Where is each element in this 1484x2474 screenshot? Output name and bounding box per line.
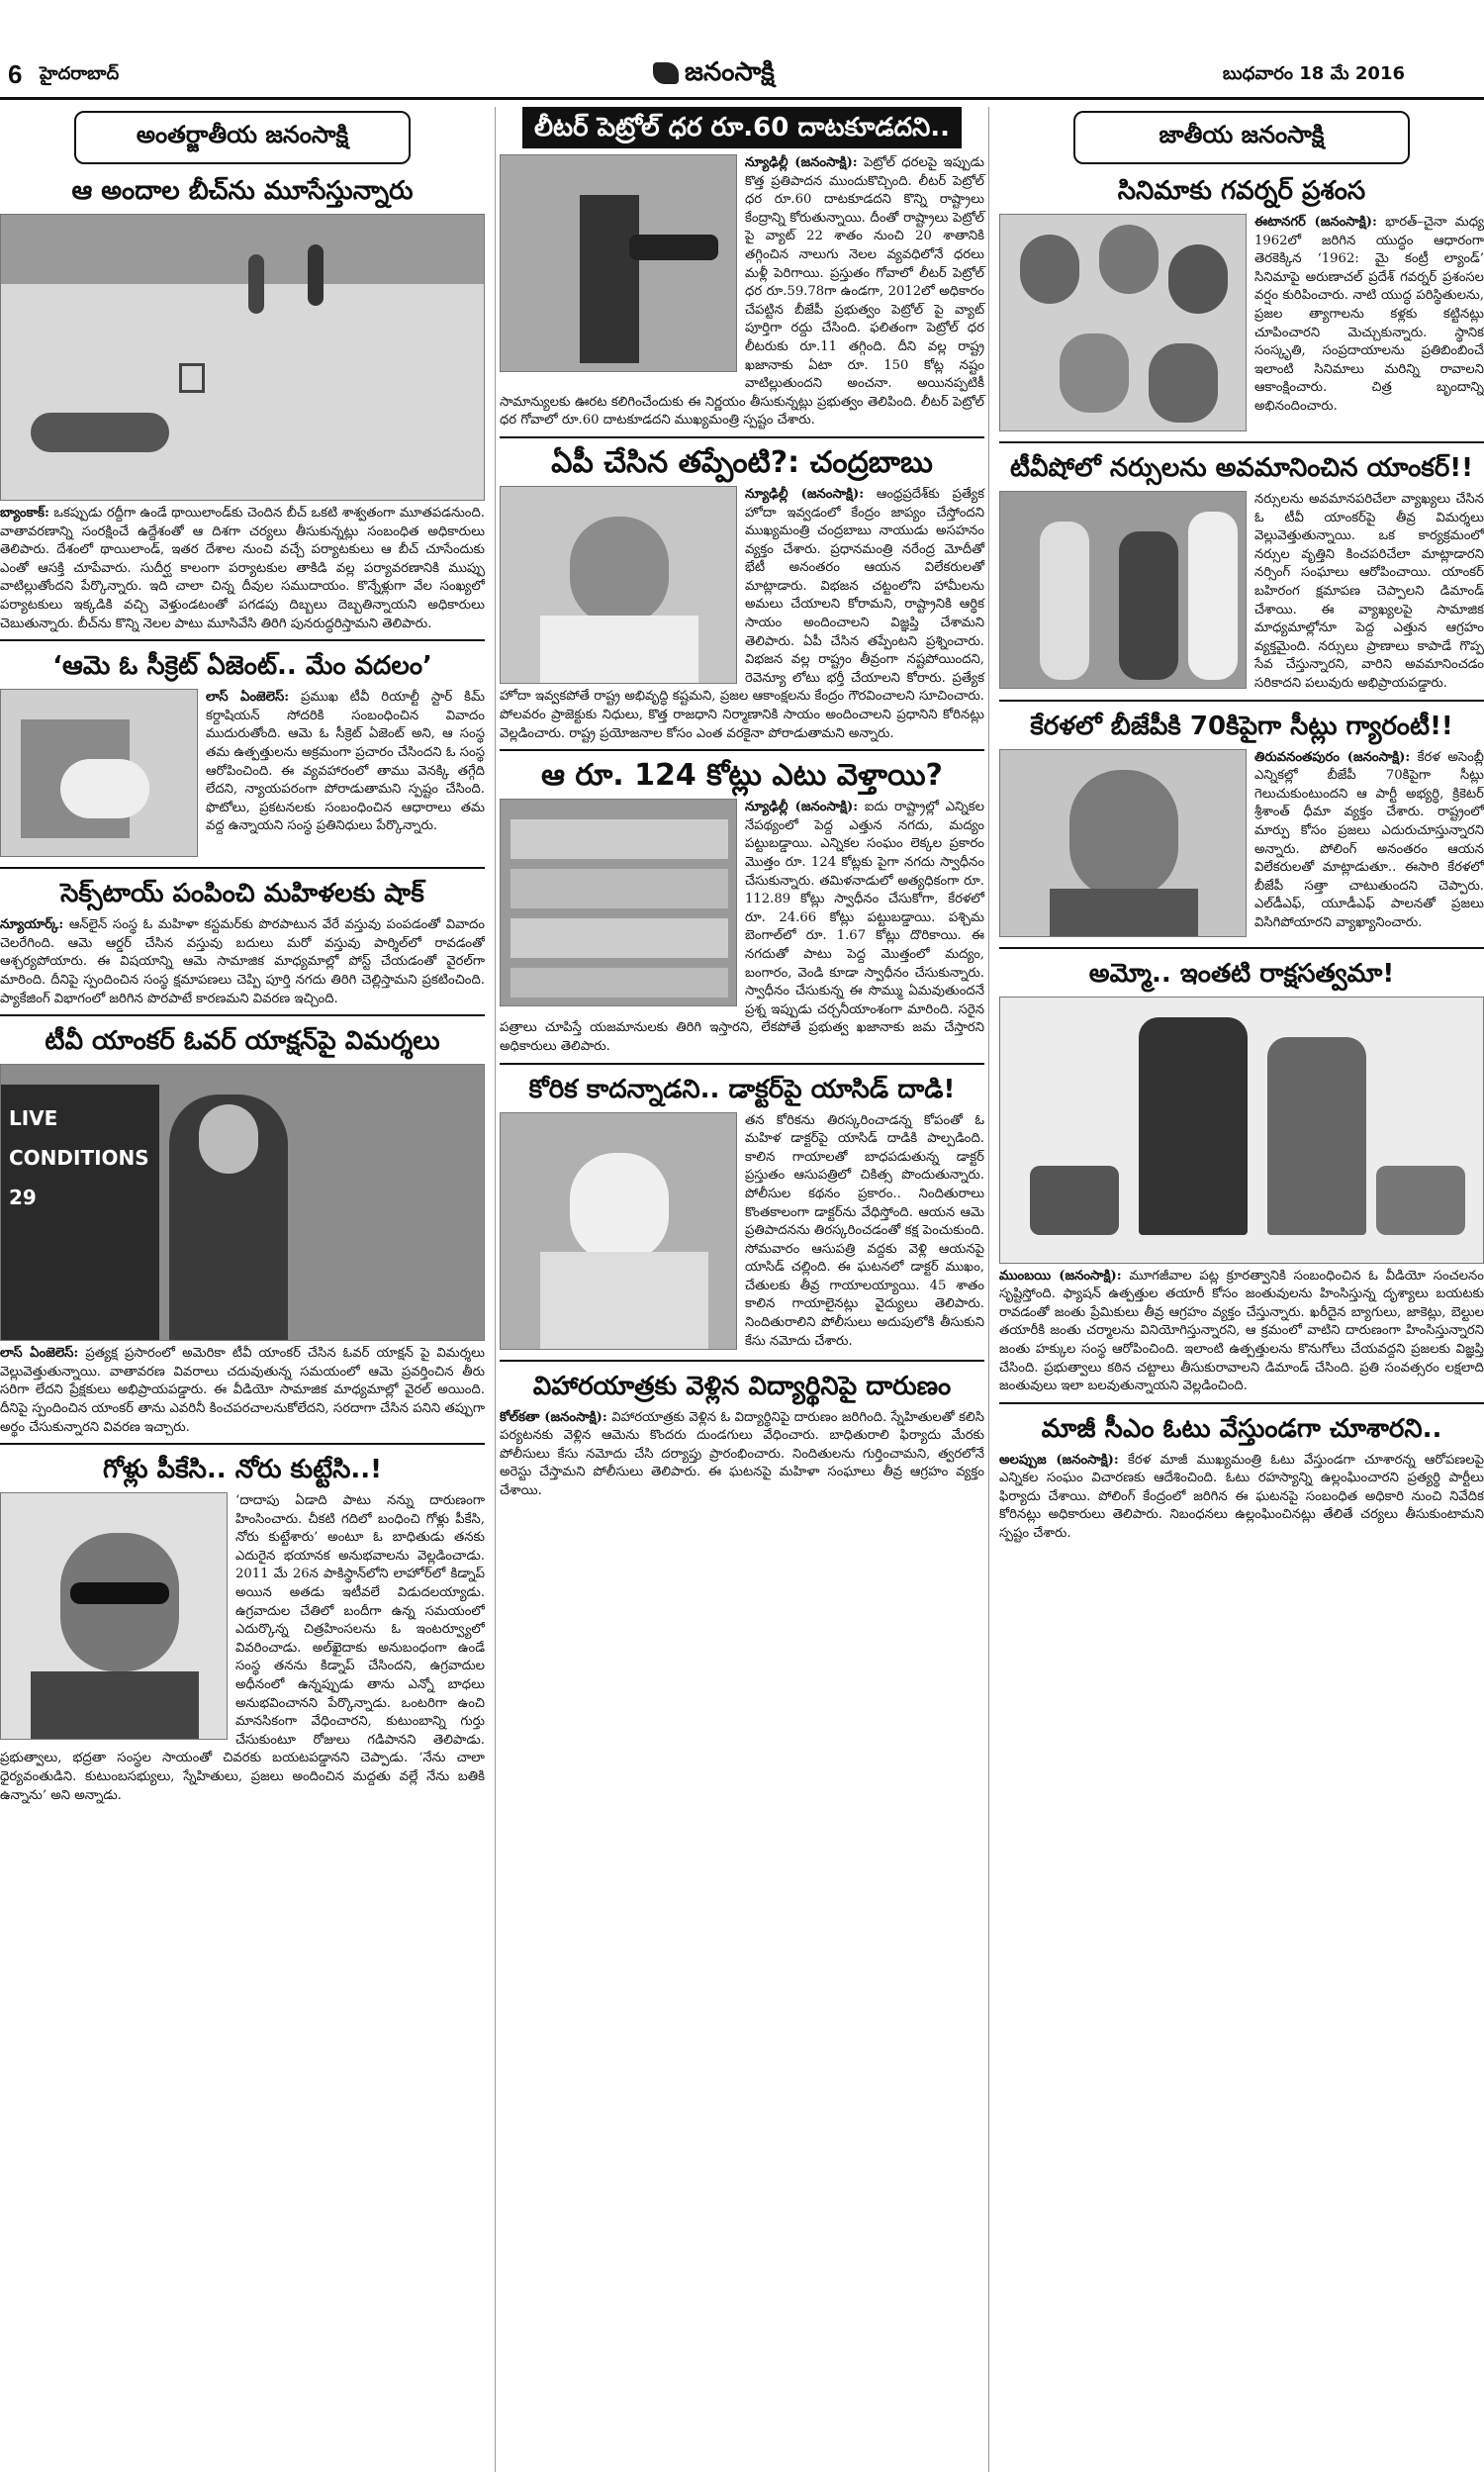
story-byline: ముంబయి (జనంసాక్షి): [999, 1268, 1122, 1284]
injured-doctor-photo [500, 1112, 737, 1350]
story-headline: విహారయాత్రకు వెళ్లిన విద్యార్థినిపై దారుణం [532, 1371, 952, 1401]
story-body: తన కోరికను తిరస్కరించాడన్న కోపంతో ఓ మహిళ డాక్టర్‌పై యాసిడ్‌ దాడికి పాల్పడింది. కాలిన గాయాలతో బాధపడుతున్న డాక్టర్‌ ప్రస్తుతం ఆసుపత్రిలో చికిత్స పొందుతున్నారు. పోలీసుల కథనం ప్రకారం.. నిందితురాలు కొంతకాలంగా డాక్టర్‌ను వేధిస్తోంది. ఆయన ఆమె ప్రతిపాదనను తిరస్కరించడంతో కక్ష పెంచుకుంది. సోమవారం ఆసుపత్రి వద్దకు వెళ్లి ఆయనపై యాసిడ్‌ చల్లింది. ఈ ఘటనలో డాక్టర్‌ ముఖం, చేతులకు తీవ్ర గాయాలయ్యాయి. 45 శాతం కాలిన గాయాలైనట్లు వైద్యులు తెలిపారు. నిందితురాలిని పోలీసులు అదుపులోకి తీసుకుని కేసు నమోదు చేశారు. [745, 1112, 984, 1349]
story-divider [999, 1402, 1484, 1404]
story-student-assault [500, 1368, 984, 1501]
story-divider [999, 700, 1484, 702]
story-body: విహారయాత్రకు వెళ్లిన ఓ విద్యార్థినిపై దారుణం జరిగింది. స్నేహితులతో కలిసి పర్యటనకు వెళ్లిన ఆమెను కొందరు దుండగులు వేధించారు. బాధితురాలి ఫిర్యాదు మేరకు పోలీసులు కేసు నమోదు చేసి దర్యాప్తు ప్రారంభించారు. నిందితులను గుర్తించామని, త్వరలోనే అరెస్టు చేస్తామని పోలీసులు తెలిపారు. ఈ ఘటనపై మహిళా సంఘాలు తీవ్ర ఆగ్రహం వ్యక్తం చేశాయి. [500, 1409, 984, 1498]
story-divider [500, 1063, 984, 1065]
story-headline: గోళ్లు పీకేసి.. నోరు కుట్టేసి..! [102, 1455, 383, 1485]
edition-date: బుధవారం 18 మే 2016 [1222, 63, 1405, 84]
story-headline: సెక్స్‌టాయ్‌ పంపించి మహిళలకు షాక్‌ [60, 879, 424, 909]
story-body: నర్సులను అవమానపరిచేలా వ్యాఖ్యలు చేసిన ఓ టీవీ యాంకర్‌పై తీవ్ర విమర్శలు వెల్లువెత్తుతున్నాయి. ఒక కార్యక్రమంలో నర్సుల వృత్తిని కించపరిచేలా మాట్లాడారని నర్సింగ్‌ సంఘాలు ఆరోపించాయి. యాంకర్‌ బహిరంగ క్షమాపణ చెప్పాలని డిమాండ్‌ చేశాయి. ఈ వ్యాఖ్యలపై సామాజిక మాధ్యమాల్లోనూ పెద్ద ఎత్తున ఆగ్రహం వ్యక్తమైంది. నర్సులు ప్రాణాలు కాపాడే గొప్ప సేవ చేస్తున్నారని, వారిని అవమానించడం సరికాదని పలువురు అభిప్రాయపడ్డారు. [1254, 492, 1484, 691]
story-governor-praise [999, 172, 1484, 435]
story-body: ప్రత్యక్ష ప్రసారంలో అమెరికా టీవీ యాంకర్‌ చేసిన ఓవర్‌ యాక్షన్‌ పై విమర్శలు వెల్లువెత్తుతున్నాయి. వాతావరణ వివరాలు చదువుతున్న సమయంలో ఆమె ప్రవర్తించిన తీరు సరిగా లేదని ప్రేక్షకులు అభిప్రాయపడ్డారు. ఈ వీడియో సామాజిక మాధ్యమాల్లో వైరల్‌ అయింది. దీనిపై స్పందించిన యాంకర్‌ తాను ఎవరినీ కించపరచాలనుకోలేదని, సరదాగా చేసిన పనిని తప్పుగా అర్థం చేసుకున్నారని వివరణ ఇచ్చారు. [0, 1346, 485, 1435]
story-byline: న్యూఢిల్లీ (జనంసాక్షి): [745, 486, 865, 502]
story-parcel-shock [0, 875, 485, 1008]
story-headline: టీవీ యాంకర్‌ ఓవర్‌ యాక్షన్‌పై విమర్శలు [45, 1026, 440, 1057]
story-byline: అలప్పుజ (జనంసాక్షి): [999, 1452, 1119, 1468]
petrol-pump-photo [500, 154, 737, 372]
edition-city: హైదరాబాద్ [40, 63, 120, 84]
story-body: పెట్రోల్‌ ధరలపై ఇప్పుడు కొత్త ప్రతిపాదన ముందుకొచ్చింది. లీటర్‌ పెట్రోల్‌ ధర రూ.60 దాటకూడదని కొన్ని రాష్ట్రాలు కేంద్రాన్ని కోరుతున్నాయి. దీంతో రాష్ట్రాలు పెట్రోల్‌ పై వ్యాట్‌ 22 శాతం నుంచి 20 శాతానికి తగ్గించిన నాలుగు నెలల వ్యవధిలోనే ధరలు మళ్లీ పెరిగాయి. ప్రస్తుతం గోవాలో లీటర్‌ పెట్రోల్‌ ధర రూ.59.78గా ఉండగా, 2012లో అధికారం చేపట్టిన బీజేపీ ప్రభుత్వం పెట్రోల్‌ పై వ్యాట్‌ పూర్తిగా రద్దు చేసింది. ఫలితంగా పెట్రోల్‌ ధర లీటరుకు రూ.11 తగ్గింది. దీని వల్ల రాష్ట్ర ఖజానాకు ఏటా రూ. 150 కోట్ల నష్టం వాటిల్లుతుందని అంచనా. అయినప్పటికీ సామాన్యులకు ఊరట కలిగించేందుకు ఈ నిర్ణయం తీసుకున్నట్లు ప్రభుత్వం తెలిపింది. లీటర్‌ పెట్రోల్‌ ధర గోవాలో రూ.60 దాటకూడదని ముఖ్యమంత్రి స్పష్టం చేశారు. [500, 155, 984, 428]
story-124-crore [500, 757, 984, 1056]
story-body: కేరళ మాజీ ముఖ్యమంత్రి ఓటు వేస్తుండగా చూశారన్న ఆరోపణలపై ఎన్నికల సంఘం విచారణకు ఆదేశించింది. ఓటు రహస్యాన్ని ఉల్లంఘించారని ప్రత్యర్థి పార్టీలు ఫిర్యాదు చేశాయి. పోలింగ్‌ కేంద్రంలో జరిగిన ఈ ఘటనపై సంబంధిత అధికారి నుంచి నివేదిక కోరినట్లు అధికారులు తెలిపారు. నిబంధనలు ఉల్లంఘించినట్లు తేలితే చర్యలు తీసుకుంటామని స్పష్టం చేశారు. [999, 1452, 1484, 1542]
leather-goods-photo [999, 997, 1484, 1264]
page-number: 6 [8, 59, 23, 89]
story-body: ఒకప్పుడు రద్దీగా ఉండే థాయిలాండ్‌కు చెందిన బీచ్‌ ఒకటి శాశ్వతంగా మూతపడనుంది. వాతావరణాన్ని సంరక్షించే ఉద్దేశంతో ఆ దిశగా చర్యలు తీసుకున్నట్లు సంబంధిత అధికారులు తెలిపారు. దేశంలో థాయిలాండ్‌, ఇతర దేశాల నుంచి వచ్చే పర్యాటకులు ఆ బీచ్‌ చూసేందుకు ఎంతో ఆసక్తి చూపేవారు. సుదీర్ఘ కాలంగా పర్యాటకుల తాకిడి వల్ల పర్యావరణానికి ముప్పు వాటిల్లుతోందని పేర్కొన్నారు. ఇది చాలా చిన్న దీవుల సముదాయం. కొన్నేళ్లుగా వేల సంఖ్యలో పర్యాటకులు ఇక్కడికి వచ్చి వెళ్తుండటంతో పగడపు దిబ్బలు దెబ్బతిన్నాయని అధికారులు చెబుతున్నారు. బీచ్‌ను కొన్ని నెలల పాటు మూసివేసి తిరిగి పునరుద్ధరిస్తామని తెలిపారు. [0, 506, 485, 631]
story-body: ప్రముఖ టీవీ రియాల్టీ స్టార్‌ కిమ్‌ కర్దాషియన్‌ సోదరికి సంబంధించిన వివాదం ముదురుతోంది. ఆమె ఓ సీక్రెట్‌ ఏజెంట్‌ అని, ఆ సంస్థ తమ ఉత్పత్తులను అక్రమంగా ప్రచారం చేసిందని ఓ సంస్థ ఆరోపించింది. ఈ వ్యవహారంలో తాము వెనక్కి తగ్గేది లేదని, న్యాయపరంగా పోరాడుతామని స్పష్టం చేసింది. ఫొటోలు, ప్రకటనలకు సంబంధించిన ఆధారాలు తమ వద్ద ఉన్నాయని సంస్థ ప్రతినిధులు పేర్కొన్నారు. [206, 690, 485, 834]
story-headline: అమ్మో.. ఇంతటి రాక్షసత్వమా! [1088, 958, 1395, 989]
story-divider [500, 436, 984, 438]
story-body: ‘దాదాపు ఏడాది పాటు నన్ను దారుణంగా హింసించారు. చీకటి గదిలో బంధించి గోళ్లు పీకేసి, నోరు కుట్టేశారు’ అంటూ ఓ బాధితుడు తనకు ఎదురైన భయానక అనుభవాలను వెల్లడించాడు. 2011 మే 26న పాకిస్థాన్‌లోని లాహోర్‌లో కిడ్నాప్‌ అయిన అతడు ఇటీవలే విడుదలయ్యాడు. ఉగ్రవాదుల చేతిలో బందీగా ఉన్న సమయంలో ఎదుర్కొన్న చిత్రహింసలను ఓ ఇంటర్వ్యూలో వివరించాడు. అల్‌ఖైదాకు అనుబంధంగా ఉండే సంస్థ తనను కిడ్నాప్‌ చేసిందని, ఉగ్రవాదుల అధీనంలో ఉన్నప్పుడు తాను ఎన్నో బాధలు అనుభవించానని పేర్కొన్నాడు. ఒంటరిగా ఉంచి మానసికంగా వేధించారని, కుటుంబాన్ని గుర్తు చేసుకుంటూ రోజులు గడిపానని తెలిపాడు. ప్రభుత్వాలు, భద్రతా సంస్థల సాయంతో చివరకు బయటపడ్డానని చెప్పాడు. ‘నేను చాలా ధైర్యవంతుడిని. కుటుంబసభ్యులు, స్నేహితులు, ప్రజలు అందించిన మద్దతు వల్లే నేను బతికి ఉన్నాను’ అని అన్నాడు. [0, 1493, 485, 1803]
story-body: కేరళ అసెంబ్లీ ఎన్నికల్లో బీజేపీ 70కిపైగా సీట్లు గెలుచుకుంటుందని ఆ పార్టీ అభ్యర్థి, క్రికెటర్‌ శ్రీశాంత్‌ ధీమా వ్యక్తం చేశారు. రాష్ట్రంలో మార్పు కోసం ప్రజలు ఎదురుచూస్తున్నారని అన్నారు. పోలింగ్‌ అనంతరం ఆయన విలేకరులతో మాట్లాడుతూ.. ఈసారి కేరళలో బీజేపీ సత్తా చాటుతుందని చెప్పారు. ఎల్‌డీఎఫ్‌, యూడీఎఫ్‌ పాలనతో ప్రజలు విసిగిపోయారని వ్యాఖ్యానించారు. [1254, 749, 1484, 930]
story-headline: ఏపీ చేసిన తప్పేంటి?: చంద్రబాబు [551, 444, 933, 480]
story-headline: మాజీ సీఎం ఓటు వేస్తుండగా చూశారని.. [1041, 1413, 1442, 1444]
international-column [0, 107, 485, 2472]
story-byline: న్యూఢిల్లీ (జనంసాక్షి): [745, 800, 859, 815]
story-petrol-price [500, 107, 984, 430]
story-body: ఆంధ్రప్రదేశ్‌కు ప్రత్యేక హోదా ఇవ్వడంలో కేంద్రం జాప్యం చేస్తోందని ముఖ్యమంత్రి చంద్రబాబు నాయుడు అసహనం వ్యక్తం చేశారు. ప్రధానమంత్రి నరేంద్ర మోదీతో భేటీ అనంతరం ఆయన విలేకరులతో మాట్లాడారు. విభజన చట్టంలోని హామీలను అమలు చేయాలని కోరామని, రాష్ట్రానికి ఆర్థిక సాయం అందించాలని విజ్ఞప్తి చేశామని తెలిపారు. ఏపీ చేసిన తప్పేంటని ప్రశ్నించారు. విభజన వల్ల రాష్ట్రం తీవ్రంగా నష్టపోయిందని, రెవెన్యూ లోటు భర్తీ చేయాలని కోరారు. ప్రత్యేక హోదా ఇవ్వకపోతే రాష్ట్ర అభివృద్ధి కష్టమని, ప్రజల ఆకాంక్షలను కేంద్రం గౌరవించాలని సూచించారు. పోలవరం ప్రాజెక్టుకు నిధులు, కొత్త రాజధాని నిర్మాణానికి సాయం అందించాలని ప్రధానిని కోరినట్లు వెల్లడించారు. రాష్ట్ర ప్రయోజనాల కోసం ఎంత వరకైనా పోరాడుతామని అన్నారు. [500, 486, 984, 741]
story-secret-agent [0, 647, 485, 861]
story-body: ఐదు రాష్ట్రాల్లో ఎన్నికల నేపథ్యంలో పెద్ద ఎత్తున నగదు, మద్యం పట్టుబడ్డాయి. ఎన్నికల సంఘం లెక్కల ప్రకారం మొత్తం రూ. 124 కోట్లకు పైగా నగదు స్వాధీనం చేసుకున్నారు. తమిళనాడులో అత్యధికంగా రూ. 112.89 కోట్లు స్వాధీనం చేసుకోగా, కేరళలో రూ. 24.66 కోట్లు పట్టుబడ్డాయి. పశ్చిమ బెంగాల్‌లో రూ. 1.67 కోట్లు దొరికాయి. ఈ నగదుతో పాటు పెద్ద మొత్తంలో మద్యం, బంగారం, వెండి కూడా స్వాధీనం చేసుకున్నారు. స్వాధీనం చేసుకున్న ఈ సొమ్ము ఏమవుతుందనే ప్రశ్న ఇప్పుడు చర్చనీయాంశంగా మారింది. సరైన పత్రాలు చూపిస్తే యజమానులకు తిరిగి ఇస్తారని, లేకపోతే ప్రభుత్వ ఖజానాకు జమ చేస్తారని అధికారులు తెలిపారు. [500, 800, 984, 1054]
story-divider [999, 441, 1484, 443]
story-headline: టీవీషోలో నర్సులను అవమానించిన యాంకర్‌!! [1009, 453, 1473, 483]
section-title-international: అంతర్జాతీయ జనంసాక్షి [74, 111, 411, 164]
story-hostage-torture [0, 1451, 485, 1805]
story-body: ఆన్‌లైన్‌ సంస్థ ఓ మహిళా కస్టమర్‌కు పొరపాటున వేరే వస్తువు పంపడంతో వివాదం చెలరేగింది. ఆమె ఆర్డర్‌ చేసిన వస్తువు బదులు మరో వస్తువు పార్శిల్‌లో రావడంతో ఆశ్చర్యపోయారు. ఈ విషయాన్ని ఆమె సామాజిక మాధ్యమాల్లో పోస్ట్‌ చేయడంతో వైరల్‌గా మారింది. దీనిపై స్పందించిన సంస్థ క్షమాపణలు చెప్పి పూర్తి నగదు తిరిగి చెల్లిస్తామని ప్రకటించింది. ప్యాకేజింగ్‌ విభాగంలో జరిగిన పొరపాటే కారణమని వివరణ ఇచ్చింది. [0, 917, 485, 1006]
story-divider [0, 1443, 485, 1445]
story-byline: న్యూయార్క్‌: [0, 917, 64, 933]
story-body: భారత్‌–చైనా మధ్య 1962లో జరిగిన యుద్ధం ఆధారంగా తెరకెక్కిన ‘1962: మై కంట్రీ ల్యాండ్‌’ సినిమాపై అరుణాచల్‌ ప్రదేశ్‌ గవర్నర్‌ ప్రశంసల వర్షం కురిపించారు. నాటి యుద్ధ పరిస్థితులను, ప్రజల త్యాగాలను కళ్లకు కట్టినట్లు చూపించారని మెచ్చుకున్నారు. స్థానిక సంస్కృతి, సంప్రదాయాలను ప్రతిబింబించే ఇలాంటి సినిమాలు మరిన్ని రావాలని ఆకాంక్షించారు. చిత్ర బృందాన్ని అభినందించారు. [1254, 215, 1484, 414]
story-headline: కేరళలో బీజేపీకి 70కిపైగా సీట్లు గ్యారంటీ!! [1030, 711, 1453, 741]
story-nurses-insulted [999, 449, 1484, 694]
newspaper-brand [653, 57, 775, 93]
story-divider [500, 1360, 984, 1362]
story-animal-cruelty [999, 955, 1484, 1396]
tv-screen-caption: LIVE CONDITIONS 29 [9, 1106, 149, 1210]
story-tv-anchor [0, 1022, 485, 1437]
story-byline: లాస్‌ ఏంజెలెస్‌: [206, 690, 290, 706]
victim-photo [0, 1492, 228, 1740]
story-headline: ఆ రూ. 124 కోట్లు ఎటు వెళ్తాయి? [541, 758, 943, 794]
story-byline: ఈటానగర్‌ (జనంసాక్షి): [1254, 215, 1377, 230]
brand-logo-icon [653, 62, 679, 84]
story-byline: బ్యాంకాక్‌: [0, 506, 49, 521]
story-divider [500, 749, 984, 751]
center-column [495, 107, 989, 2472]
story-divider [999, 947, 1484, 949]
product-photo [0, 689, 198, 857]
story-divider [0, 867, 485, 869]
story-ex-cm-vote [999, 1410, 1484, 1544]
story-headline: కోరిక కాదన్నాడని.. డాక్టర్‌పై యాసిడ్‌ దాడి! [528, 1074, 956, 1104]
sreesanth-photo [999, 749, 1247, 937]
story-kerala-bjp [999, 708, 1484, 941]
masthead [0, 0, 1484, 99]
story-body: మూగజీవాల పట్ల క్రూరత్వానికి సంబంధించిన ఓ వీడియో సంచలనం సృష్టిస్తోంది. ఫ్యాషన్‌ ఉత్పత్తుల తయారీ కోసం జంతువులను హింసిస్తున్న దృశ్యాలు బయటకు రావడంతో జంతు ప్రేమికులు తీవ్ర ఆగ్రహం వ్యక్తం చేస్తున్నారు. ఖరీదైన బ్యాగులు, జాకెట్లు, బెల్టుల తయారీకి జంతు చర్మాలను వినియోగిస్తున్నారని, ఆ క్రమంలో వాటిని దారుణంగా హింసిస్తున్నారని జంతు హక్కుల సంస్థ ఆరోపించింది. ఇలాంటి ఉత్పత్తులను కొనుగోలు చేయవద్దని ప్రజలకు విజ్ఞప్తి చేసింది. ప్రభుత్వాలు కఠిన చట్టాలు తీసుకురావాలని డిమాండ్‌ చేసింది. ప్రతి సంవత్సరం లక్షలాది జంతువులు ఇలా బలవుతున్నాయని వెల్లడించింది. [999, 1268, 1484, 1394]
brand-name: జనంసాక్షి [685, 57, 775, 87]
story-divider [0, 1014, 485, 1016]
story-divider [0, 639, 485, 641]
story-byline: న్యూఢిల్లీ (జనంసాక్షి): [745, 155, 858, 170]
section-title-national: జాతీయ జనంసాక్షి [1073, 111, 1410, 164]
national-column [999, 107, 1484, 2472]
story-headline: లీటర్‌ పెట్రోల్‌ ధర రూ.60 దాటకూడదని.. [522, 107, 962, 148]
film-poster-photo [999, 214, 1247, 431]
story-headline: ‘ఆమె ఓ సీక్రెట్‌ ఏజెంట్‌.. మేం వదలం’ [52, 651, 432, 682]
story-headline: ఆ అందాల బీచ్‌ను మూసేస్తున్నారు [71, 176, 414, 206]
beach-photo [0, 214, 485, 501]
masthead-rule [0, 97, 1484, 100]
story-acid-attack [500, 1071, 984, 1354]
story-byline: తిరువనంతపురం (జనంసాక్షి): [1254, 749, 1411, 765]
story-beach-closure [0, 172, 485, 633]
story-ap-special-status [500, 444, 984, 743]
story-byline: కోల్‌కతా (జనంసాక్షి): [500, 1409, 607, 1425]
currency-notes-photo [500, 799, 737, 1006]
story-byline: లాస్‌ ఏంజెలెస్‌: [0, 1346, 79, 1362]
chandrababu-photo [500, 486, 737, 684]
story-headline: సినిమాకు గవర్నర్‌ ప్రశంస [1117, 176, 1366, 206]
tv-anchor-photo [0, 1064, 485, 1341]
tv-show-photo [999, 491, 1247, 689]
